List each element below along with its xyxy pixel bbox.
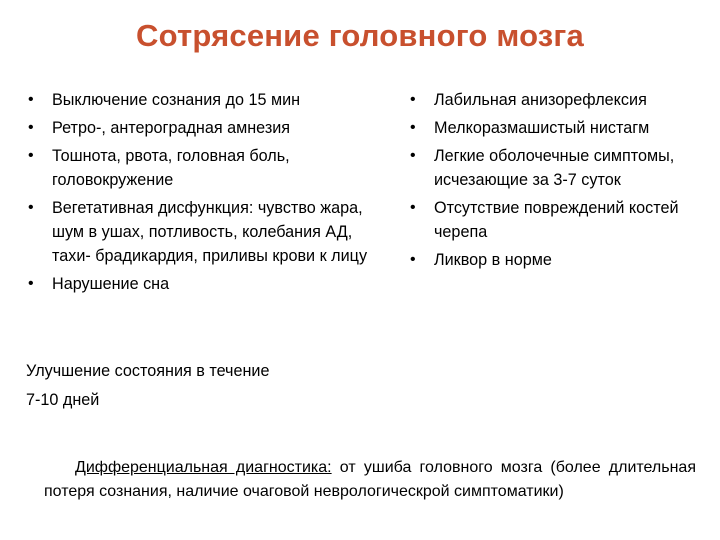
improvement-note — [26, 357, 356, 415]
list-item-text: чувство жара, шум в ушах, потливость, колебания АД, тахи- брадикардия, приливы крови к лицу — [52, 199, 368, 265]
list-item-text: Мелкоразмашистый нистагм — [434, 119, 650, 137]
bullet-icon: • — [28, 119, 34, 136]
page-title: Сотрясение головного мозга — [136, 18, 584, 53]
differential-text: от ушиба головного мозга (более длительная потеря сознания, наличие очаговой неврологическрой симптоматики) — [44, 459, 696, 500]
list-item — [26, 88, 371, 112]
differential-diagnosis — [44, 456, 696, 504]
list-item — [408, 144, 693, 192]
list-item — [408, 248, 693, 272]
list-item-text: Ретро-, антероградная амнезия — [52, 119, 291, 137]
bullet-icon: • — [28, 91, 34, 108]
list-item-text: Лабильная анизорефлексия — [434, 91, 647, 109]
bullet-icon: • — [28, 199, 34, 216]
bullet-icon: • — [28, 275, 34, 292]
list-item — [408, 88, 693, 112]
list-item — [26, 272, 371, 296]
differential-label: Дифференциальная диагностика: — [75, 459, 332, 476]
left-symptom-list — [26, 88, 371, 300]
list-item — [408, 196, 693, 244]
bullet-icon: • — [410, 91, 416, 108]
bullet-icon: • — [410, 119, 416, 136]
list-item-text: Легкие оболочечные симптомы, исчезающие за 3-7 суток — [434, 147, 675, 189]
improvement-line-2: 7-10 дней — [26, 391, 100, 409]
list-item-text: Ликвор в норме — [434, 251, 552, 269]
list-item — [26, 116, 371, 140]
right-symptom-list — [408, 88, 693, 276]
list-item-text: Выключение сознания до 15 мин — [52, 91, 301, 109]
bullet-icon: • — [410, 251, 416, 268]
bullet-icon: • — [410, 199, 416, 216]
list-item-text: Отсутствие повреждений костей черепа — [434, 199, 679, 241]
list-item — [26, 196, 371, 268]
list-item — [408, 116, 693, 140]
list-item-lead: Вегетативная дисфункция: — [52, 199, 254, 217]
list-item — [26, 144, 371, 192]
list-item-text: Тошнота, рвота, головная боль, головокружение — [52, 147, 290, 189]
bullet-icon: • — [28, 147, 34, 164]
list-item-text: Нарушение сна — [52, 275, 170, 293]
bullet-icon: • — [410, 147, 416, 164]
improvement-line-1: Улучшение состояния в течение — [26, 362, 270, 380]
